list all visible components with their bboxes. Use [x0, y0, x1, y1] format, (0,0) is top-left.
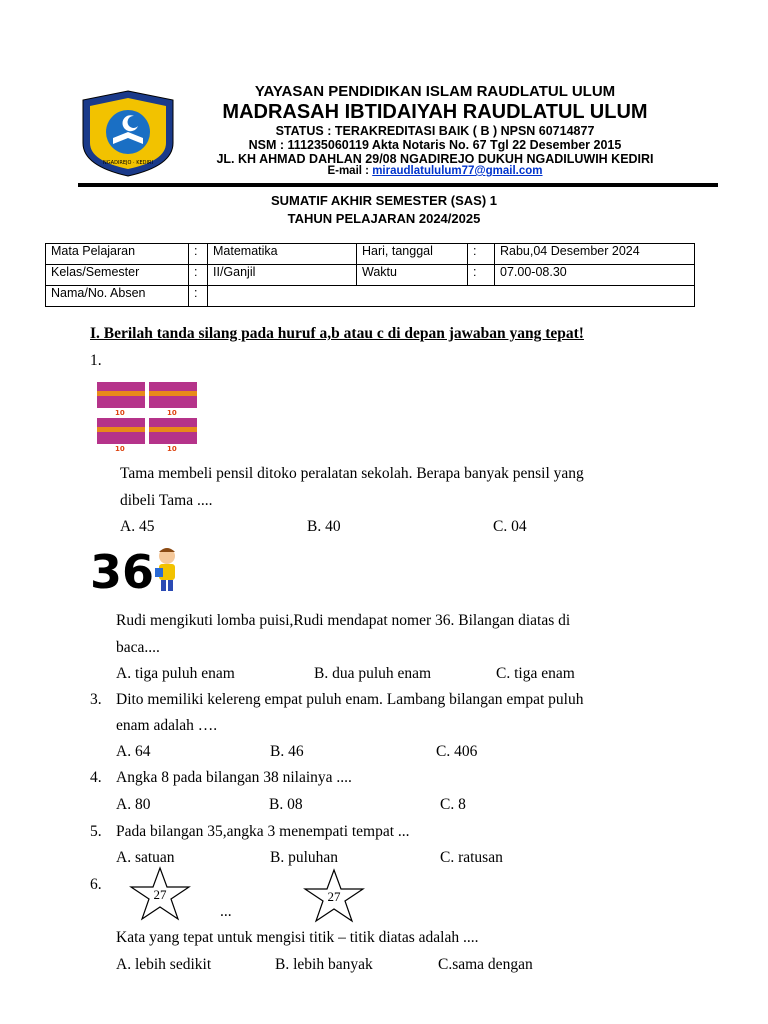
school-logo [78, 88, 178, 178]
star-left [128, 866, 192, 922]
svg-text:10: 10 [115, 445, 125, 452]
svg-text:NGADIREJO · KEDIRI: NGADIREJO · KEDIRI [103, 160, 153, 166]
info-table: Mata Pelajaran : Matematika Hari, tanggal : Rabu,04 Desember 2024 Kelas/Semester : II/Ganjil Waktu : 07.00-08.30 Nama/No. Absen : [45, 243, 695, 307]
child-icon [153, 546, 183, 594]
svg-text:10: 10 [167, 445, 177, 452]
school-email: E-mail : miraudlatululum77@gmail.com [327, 165, 543, 177]
comparison-blank: ... [220, 903, 232, 920]
number-36: 36 [90, 545, 155, 599]
svg-text:27: 27 [153, 887, 167, 902]
email-link[interactable]: miraudlatululum77@gmail.com [372, 165, 543, 177]
school-status: STATUS : TERAKREDITASI BAIK ( B ) NPSN 60714877 [275, 124, 595, 138]
svg-text:27: 27 [327, 889, 341, 904]
foundation-name: YAYASAN PENDIDIKAN ISLAM RAUDLATUL ULUM [254, 83, 616, 100]
exam-title: SUMATIF AKHIR SEMESTER (SAS) 1 [270, 193, 498, 208]
pencil-bundles-image [95, 378, 201, 452]
school-address: JL. KH AHMAD DAHLAN 29/08 NGADIREJO DUKUH NGADILUWIH KEDIRI [216, 152, 654, 166]
svg-text:10: 10 [115, 409, 125, 417]
section-instruction: I. Berilah tanda silang pada huruf a,b atau c di depan jawaban yang tepat! [90, 325, 584, 342]
exam-year: TAHUN PELAJARAN 2024/2025 [287, 211, 481, 226]
svg-text:10: 10 [167, 409, 177, 417]
header-divider [78, 183, 718, 187]
school-nsm: NSM : 111235060119 Akta Notaris No. 67 Tgl 22 Desember 2015 [248, 138, 622, 152]
school-name: MADRASAH IBTIDAIYAH RAUDLATUL ULUM [222, 101, 648, 123]
star-right [302, 868, 366, 924]
